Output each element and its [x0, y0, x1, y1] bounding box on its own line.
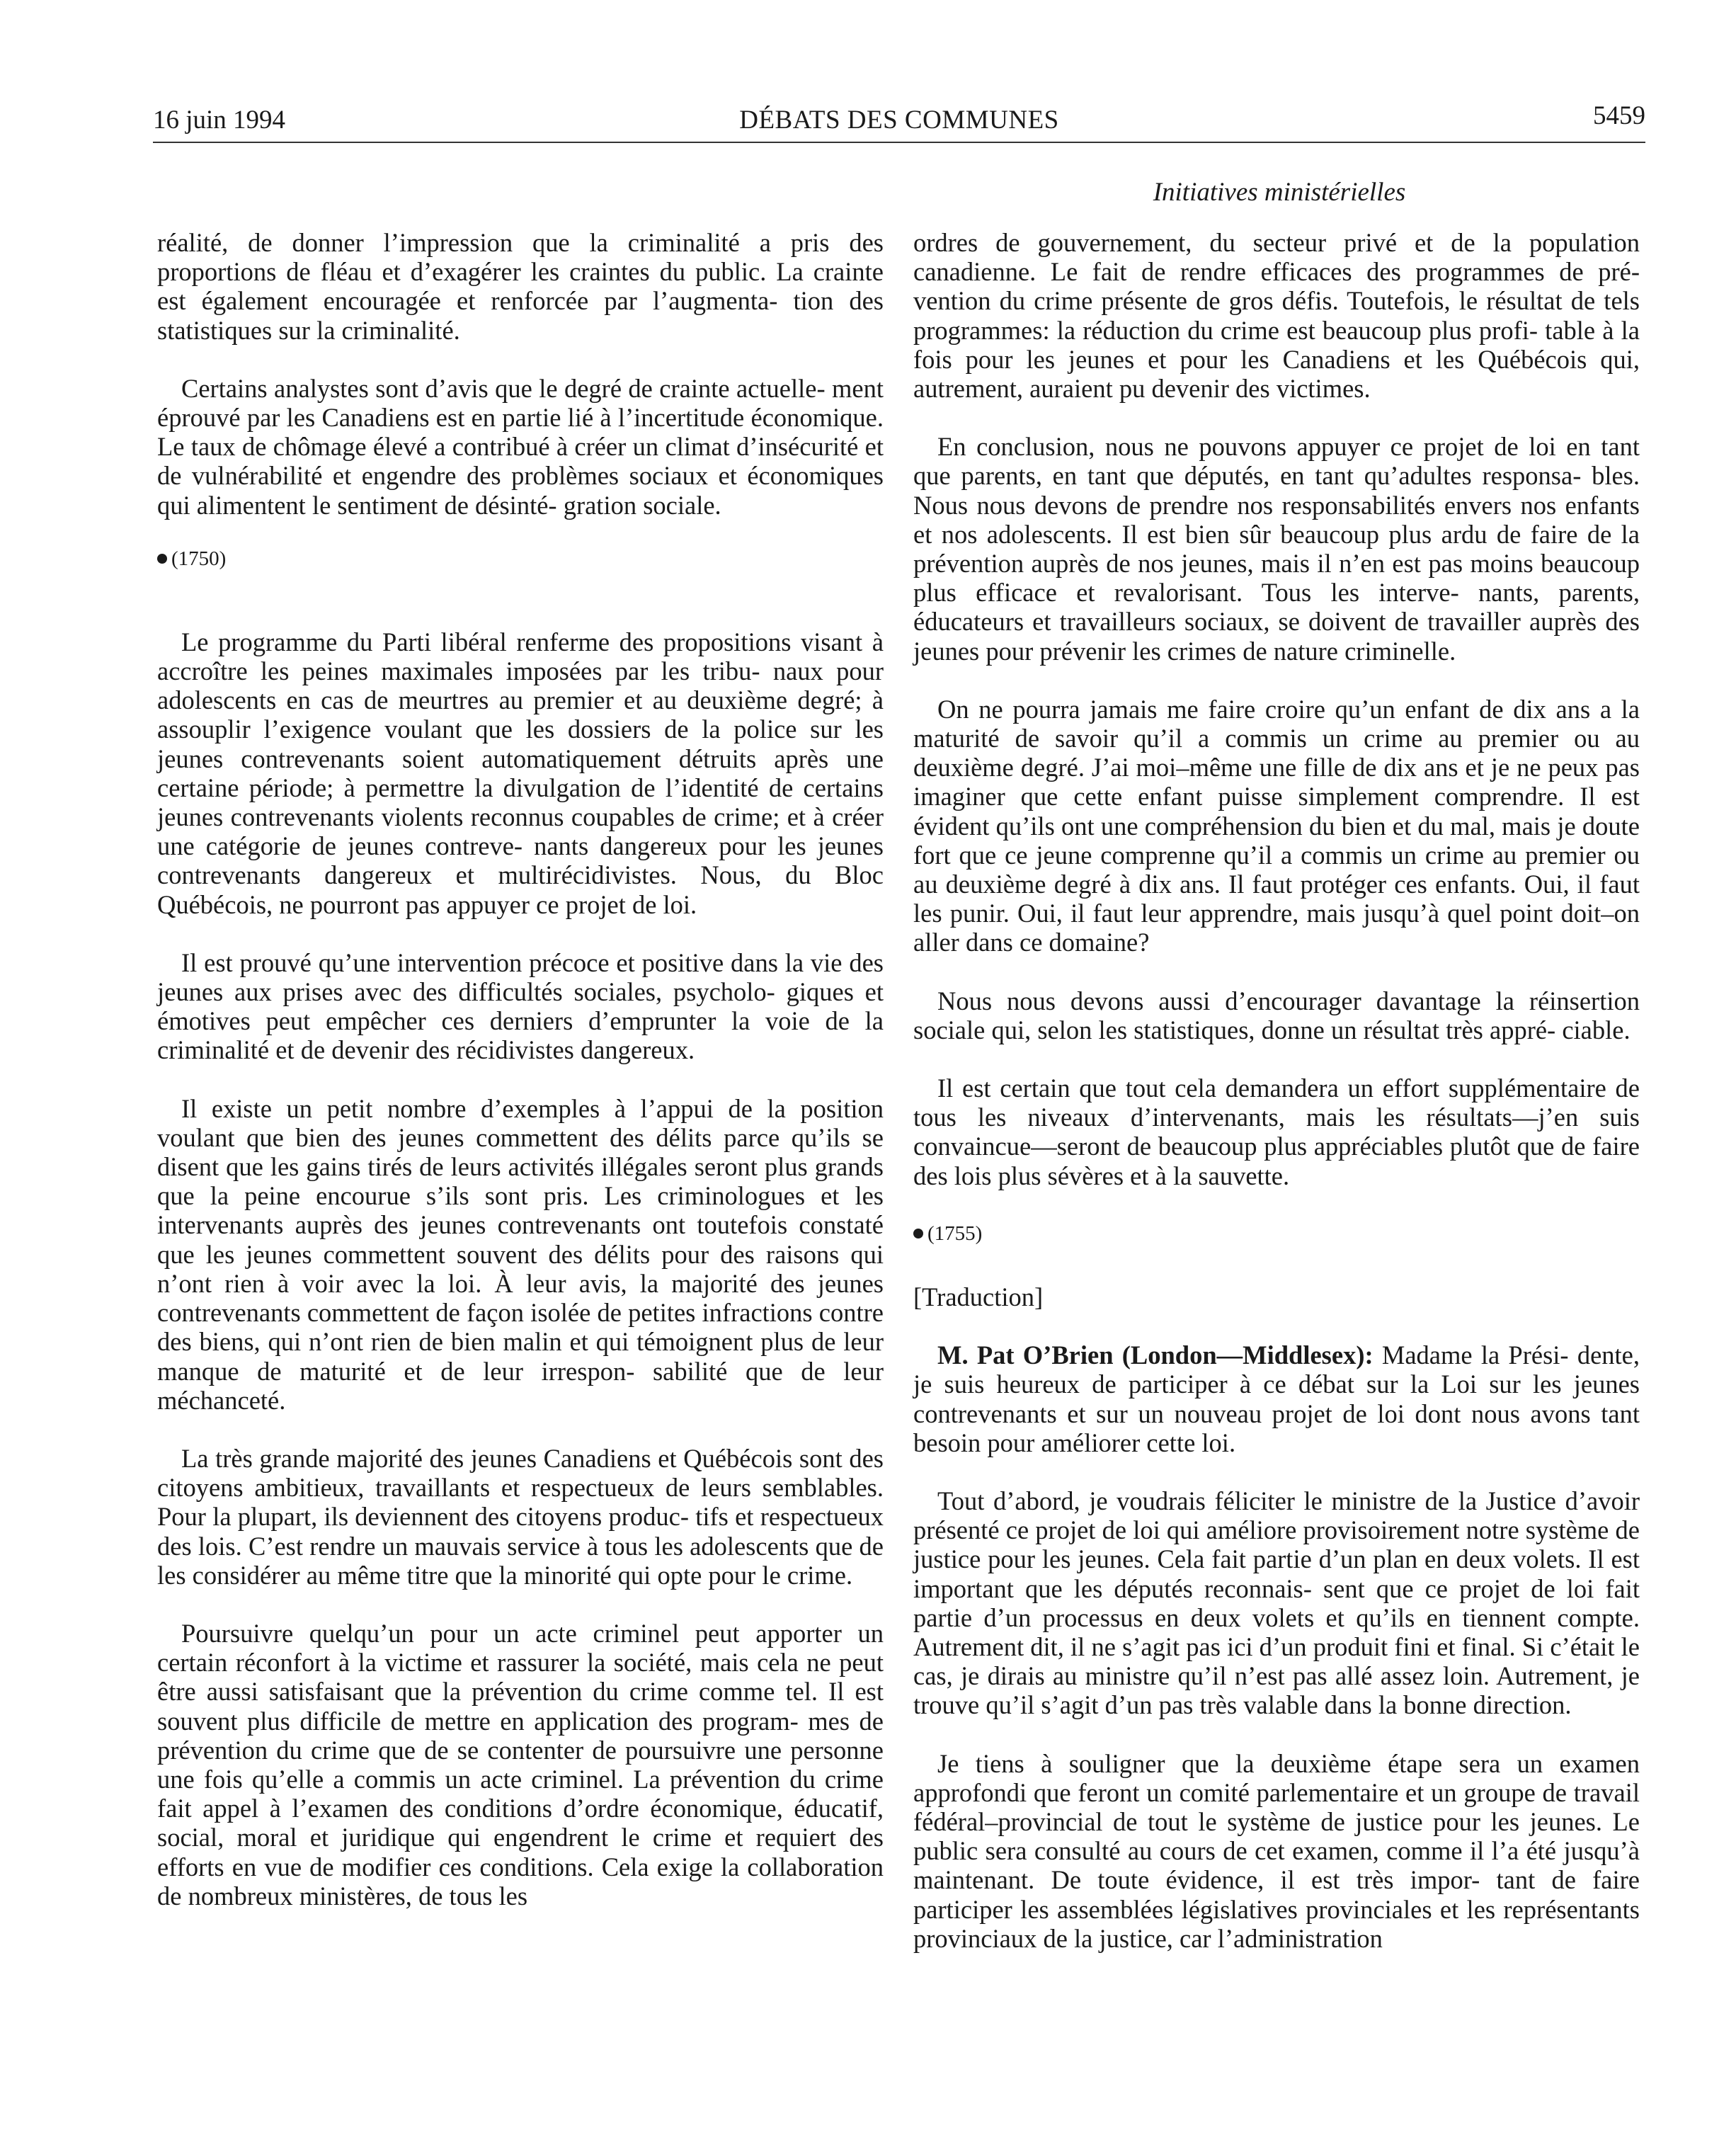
time-marker-label: (1755) [927, 1221, 983, 1245]
header-page-number: 5459 [1593, 101, 1645, 130]
paragraph: On ne pourra jamais me faire croire qu’un enfant de dix ans a la maturité de savoir qu’il a commis un crime au premier ou au deuxième degré. J’ai moi–même une fille de dix ans et je ne peux pas imaginer que cette enfant puisse simplement comprendre. Il est évident qu’ils ont une compréhension du bien et du mal, mais je doute fort que ce jeune comprenne qu’il a commis un crime au premier ou au deuxième degré à dix ans. Il faut protéger ces enfants. Oui, il faut les punir. Oui, il faut leur apprendre, mais jusqu’à quel point doit–on aller dans ce domaine? [913, 694, 1640, 957]
bullet-icon [157, 554, 167, 564]
paragraph: Je tiens à souligner que la deuxième étape sera un examen approfondi que feront un comité parlementaire et un groupe de travail fédéral–provincial de tout le système de justice pour les jeunes. Le public sera consulté au cours de cet examen, comme il l’a été jusqu’à maintenant. De toute évidence, il est très impor- tant de faire participer les assemblées législatives provinciales et les représentants provinciaux de la justice, car l’administration [913, 1748, 1640, 1953]
time-marker [157, 545, 884, 574]
translation-note [913, 1282, 1640, 1311]
header-date: 16 juin 1994 [153, 106, 286, 135]
speaker-text: Madame la Prési- dente, je suis heureux de participer à ce débat sur la Loi sur les jeunes contrevenants et sur un nouveau projet de loi dont nous avons tant besoin pour améliorer cette loi. [913, 1340, 1640, 1457]
header-rule [153, 142, 1645, 143]
header-journal-title: DÉBATS DES COMMUNES [739, 106, 1059, 135]
paragraph: Nous nous devons aussi d’encourager davantage la réinsertion sociale qui, selon les statistiques, donne un résultat très appré- ciable. [913, 986, 1640, 1044]
section-title: Initiatives ministérielles [1153, 178, 1406, 207]
paragraph: Il est prouvé qu’une intervention précoce et positive dans la vie des jeunes aux prises avec des difficultés sociales, psycholo- giques et émotives peut empêcher ces derniers d’emprunter la voie de la criminalité et de devenir des récidivistes dangereux. [157, 947, 884, 1065]
paragraph: Il existe un petit nombre d’exemples à l’appui de la position voulant que bien des jeunes commettent des délits parce qu’ils se disent que les gains tirés de leurs activités illégales seront plus grands que la peine encourue s’ils sont pris. Les criminologues et les intervenants auprès des jeunes contrevenants ont toutefois constaté que les jeunes commettent souvent des délits pour des raisons qui n’ont rien à voir avec la loi. À leur avis, la majorité des jeunes contrevenants commettent de façon isolée de petites infractions contre des biens, qui n’ont rien de bien malin et qui témoignent plus de leur manque de maturité et de leur irrespon- sabilité que de leur méchanceté. [157, 1093, 884, 1415]
page-header [153, 103, 1645, 137]
paragraph: ordres de gouvernement, du secteur privé et de la population canadienne. Le fait de rendre efficaces des programmes de pré- vention du crime présente de gros défis. Toutefois, le résultat de tels programmes: la réduction du crime est beaucoup plus profi- table à la fois pour les jeunes et pour les Canadiens et les Québécois qui, autrement, auraient pu devenir des victimes. [913, 228, 1640, 404]
paragraph: La très grande majorité des jeunes Canadiens et Québécois sont des citoyens ambitieux, travaillants et respectueux de leurs semblables. Pour la plupart, ils deviennent des citoyens produc- tifs et respectueux des lois. C’est rendre un mauvais service à tous les adolescents que de les considérer au même titre que la minorité qui opte pour le crime. [157, 1443, 884, 1590]
paragraph: Le programme du Parti libéral renferme des propositions visant à accroître les peines maximales imposées par les tribu- naux pour adolescents en cas de meurtres au premier et au deuxième degré; à assouplir l’exigence voulant que les dossiers de la police sur les jeunes contrevenants soient automatiquement détruits après une certaine période; à permettre la divulgation de l’identité de certains jeunes contrevenants violents reconnus coupables de crime; et à créer une catégorie de jeunes contreve- nants dangereux pour les jeunes contrevenants dangereux et multirécidivistes. Nous, du Bloc Québécois, ne pourront pas appuyer ce projet de loi. [157, 627, 884, 919]
speaker-paragraph [913, 1340, 1640, 1457]
speaker-name: M. Pat O’Brien (London—Middlesex): [937, 1340, 1374, 1370]
paragraph: réalité, de donner l’impression que la criminalité a pris des proportions de fléau et d’exagérer les craintes du public. La crainte est également encouragée et renforcée par l’augmenta- tion des statistiques sur la criminalité. [157, 228, 884, 345]
paragraph: En conclusion, nous ne pouvons appuyer ce projet de loi en tant que parents, en tant que députés, en tant qu’adultes responsa- bles. Nous nous devons de prendre nos responsabilités envers nos enfants et nos adolescents. Il est bien sûr beaucoup plus ardu de faire de la prévention auprès de nos jeunes, mais il n’en est pas moins beaucoup plus efficace et revalorisant. Tous les interve- nants, parents, éducateurs et travailleurs sociaux, se doivent de travailler auprès des jeunes pour prévenir les crimes de nature criminelle. [913, 432, 1640, 666]
time-marker-label: (1750) [171, 547, 227, 570]
paragraph: Certains analystes sont d’avis que le degré de crainte actuelle- ment éprouvé par les Canadiens est en partie lié à l’incertitude économique. Le taux de chômage élevé a contribué à créer un climat d’insécurité et de vulnérabilité et engendre des problèmes sociaux et économiques qui alimentent le sentiment de désinté- gration sociale. [157, 373, 884, 520]
bullet-icon [913, 1229, 923, 1238]
time-marker [913, 1219, 1640, 1248]
paragraph: Poursuivre quelqu’un pour un acte criminel peut apporter un certain réconfort à la victime et rassurer la société, mais cela ne peut être aussi satisfaisant que la prévention du crime comme tel. Il est souvent plus difficile de mettre en application des program- mes de prévention du crime que de se contenter de poursuivre une personne une fois qu’elle a commis un acte criminel. La prévention du crime fait appel à l’examen des conditions d’ordre économique, éducatif, social, moral et juridique qui engendrent le crime et requiert des efforts en vue de modifier ces conditions. Cela exige la collaboration de nombreux ministères, de tous les [157, 1618, 884, 1910]
paragraph: Tout d’abord, je voudrais féliciter le ministre de la Justice d’avoir présenté ce projet de loi qui améliore provisoirement notre système de justice pour les jeunes. Cela fait partie d’un plan en deux volets. Il est important que les députés reconnais- sent que ce projet de loi fait partie d’un processus en deux volets et qu’ils en tiennent compte. Autrement dit, il ne s’agit pas ici d’un produit fini et final. Si c’était le cas, je dirais au ministre qu’il n’est pas allé assez loin. Autrement, je trouve qu’il s’agit d’un pas très valable dans la bonne direction. [913, 1486, 1640, 1720]
paragraph: Il est certain que tout cela demandera un effort supplémentaire de tous les niveaux d’intervenants, mais les résultats—j’en suis convaincue—seront de beaucoup plus appréciables plutôt que de faire des lois plus sévères et à la sauvette. [913, 1074, 1640, 1190]
translation-note-label: [Traduction] [913, 1282, 1044, 1311]
right-column [913, 228, 1640, 1982]
left-column [157, 228, 884, 1940]
